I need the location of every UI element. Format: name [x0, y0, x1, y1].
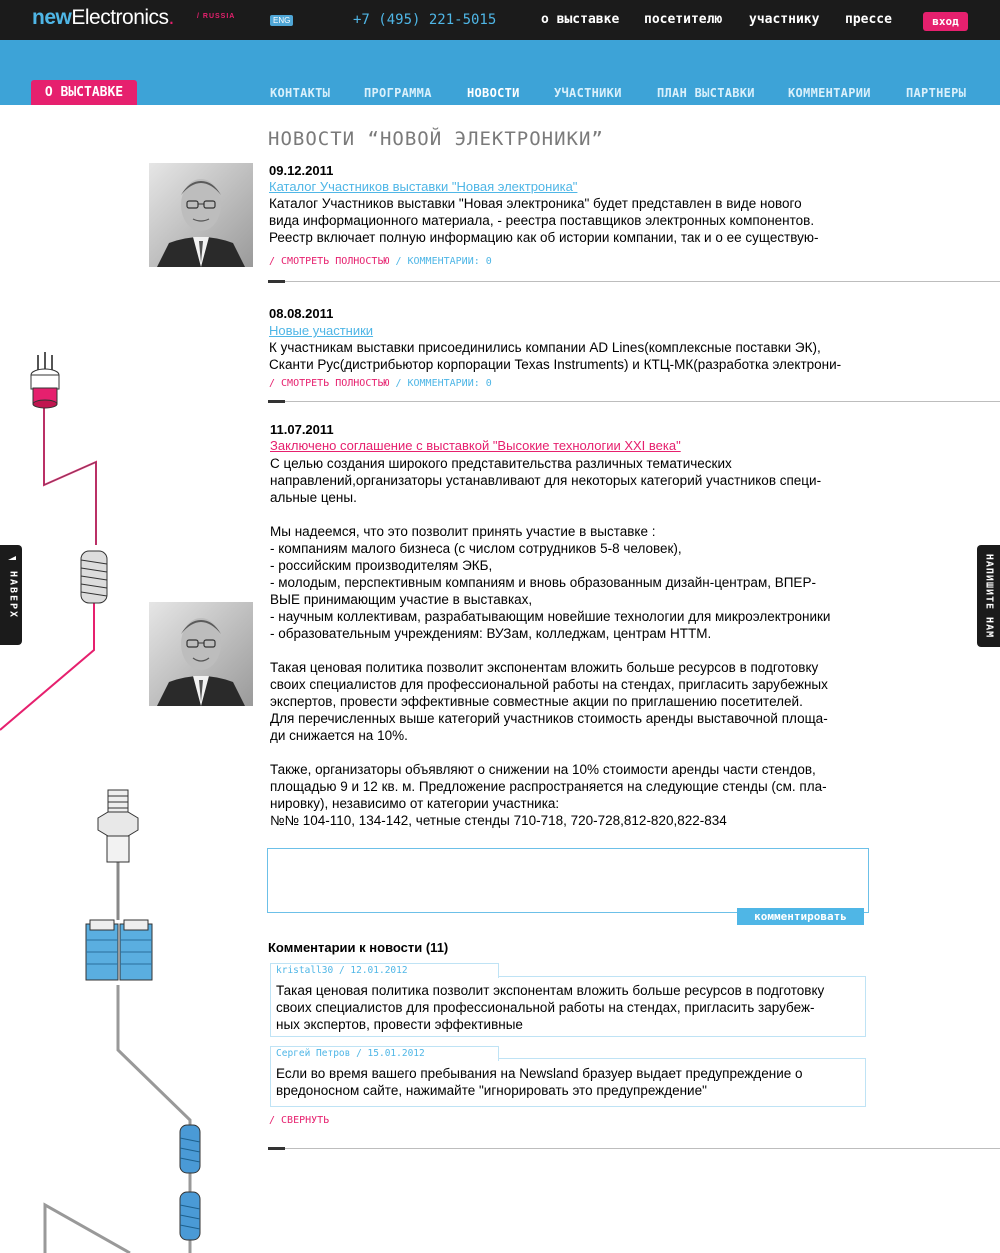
comment-submit-button[interactable]: комментировать	[737, 908, 864, 925]
news-text: К участникам выставки присоединились компании AD Lines(комплексные поставки ЭК), Сканти Рус(дистрибьютор корпорации Texas Instruments) и КТЦ-МК(разработка электрони-	[269, 340, 842, 372]
subnav-program[interactable]: ПРОГРАММА	[364, 86, 432, 100]
read-more-link[interactable]: / СМОТРЕТЬ ПОЛНОСТЬЮ	[269, 378, 390, 389]
capacitor-icon	[86, 920, 152, 980]
language-switch[interactable]: ENG	[270, 15, 293, 26]
topnav-about[interactable]: о выставке	[541, 12, 620, 27]
topnav-press[interactable]: прессе	[845, 12, 892, 27]
subnav-contacts[interactable]: КОНТАКТЫ	[270, 86, 331, 100]
comment-author: kristall30	[276, 965, 334, 976]
write-us-label: НАПИШИТЕ НАМ	[983, 553, 995, 639]
logo-region: / RUSSIA	[197, 13, 236, 20]
comment-date: / 12.01.2012	[338, 965, 408, 976]
login-button[interactable]: вход	[923, 12, 968, 31]
subnav-comments[interactable]: КОММЕНТАРИИ	[788, 86, 871, 100]
topnav-visitor[interactable]: посетителю	[644, 12, 723, 27]
comments-count-link[interactable]: / КОММЕНТАРИИ: 0	[395, 378, 492, 389]
comment-meta	[270, 1046, 499, 1061]
topnav-exhibitor[interactable]: участнику	[749, 12, 820, 27]
news-date: 08.08.2011	[269, 306, 334, 321]
comment-text: Такая ценовая политика позволит экспонентам вложить больше ресурсов в подготовку своих специалистов для профессиональной работы на стендах, пригласить зарубеж- ных экспертов, провести эффективные	[276, 983, 825, 1032]
coil-icon	[81, 551, 107, 603]
connector-icon	[98, 790, 138, 862]
news-text: Каталог Участников выставки "Новая электроника" будет представлен в виде нового вида информационного материала, - реестра поставщиков электронных компонентов. Реестр включает полную информацию как об истории компании, так и о ее существую-	[269, 196, 819, 245]
comment-meta	[270, 963, 499, 978]
logo-dot: .	[168, 6, 174, 29]
news-title-link[interactable]: Новые участники	[269, 323, 374, 338]
news-meta	[269, 256, 492, 267]
site-logo[interactable]	[32, 6, 174, 30]
read-more-link[interactable]: / СМОТРЕТЬ ПОЛНОСТЬЮ	[269, 256, 390, 267]
author-photo	[149, 163, 253, 267]
subnav-plan[interactable]: ПЛАН ВЫСТАВКИ	[657, 86, 755, 100]
page-title: НОВОСТИ “НОВОЙ ЭЛЕКТРОНИКИ”	[268, 128, 604, 150]
subnav-news[interactable]: НОВОСТИ	[467, 86, 520, 100]
comment-input[interactable]	[267, 848, 869, 913]
news-date: 11.07.2011	[270, 422, 334, 437]
collapse-comments-link[interactable]: / СВЕРНУТЬ	[269, 1115, 330, 1126]
logo-new: new	[32, 6, 72, 29]
phone-number: +7 (495) 221-5015	[353, 12, 497, 28]
subnav-partners[interactable]: ПАРТНЕРЫ	[906, 86, 967, 100]
news-title-link[interactable]: Заключено соглашение с выставкой "Высокие технологии XXI века"	[270, 438, 681, 453]
news-date: 09.12.2011	[269, 163, 334, 178]
scroll-top-label: НАВЕРХ	[7, 570, 19, 620]
news-separator	[268, 1148, 1000, 1149]
news-meta	[269, 378, 492, 389]
arrow-up-icon	[7, 551, 17, 561]
comments-heading: Комментарии к новости (11)	[268, 940, 449, 955]
comments-count-link[interactable]: / КОММЕНТАРИИ: 0	[395, 256, 492, 267]
subnav-participants[interactable]: УЧАСТНИКИ	[554, 86, 622, 100]
news-title-link[interactable]: Каталог Участников выставки "Новая электроника"	[269, 179, 578, 194]
comment-date: / 15.01.2012	[356, 1048, 425, 1059]
logo-rest: Electronics	[71, 6, 169, 29]
news-separator	[268, 281, 1000, 282]
section-tab-about[interactable]: О ВЫСТАВКЕ	[31, 80, 137, 105]
plug-icon	[31, 352, 59, 408]
news-text: С целью создания широкого представительства различных тематических направлений,организаторы устанавливают для некоторых категорий участников специ- альные цены. Мы надеемся, что это позволит принять участие в выставке : - компаниям малого бизнеса (с числом сотрудников 5-8 человек), - российским производителям ЭКБ, - молодым, перспективным компаниям и вновь образованным дизайн-центрам, ВПЕР- ВЫЕ принимающим участие в выставках, - научным коллективам, разрабатывающим новейшие технологии для микроэлектроники - образовательным учреждениям: ВУЗам, колледжам, центрам НТТМ. Такая ценовая политика позволит экспонентам вложить больше ресурсов в подготовку своих специалистов для профессиональной работы на стендах, пригласить зарубежных экспертов, провести эффективные совместные акции по приглашению посетителей. Для перечисленных выше категорий участников стоимость аренды выставочной площа- ди снижается на 10%. Также, организаторы объявляют о снижении на 10% стоимости аренды части стендов, площадью 9 и 12 кв. м. Предложение распространяется на следующие стенды (см. пла- нировку), независимо от категории участника: №№ 104-110, 134-142, четные стенды 710-718, 720-728,812-820,822-834	[270, 456, 831, 828]
news-separator	[268, 401, 1000, 402]
author-photo	[149, 602, 253, 706]
comment-author: Сергей Петров	[276, 1048, 351, 1059]
comment-text: Если во время вашего пребывания на Newsland бразуер выдает предупреждение о вредоносном сайте, нажимайте "игнорировать это предупреждение"	[276, 1066, 803, 1098]
